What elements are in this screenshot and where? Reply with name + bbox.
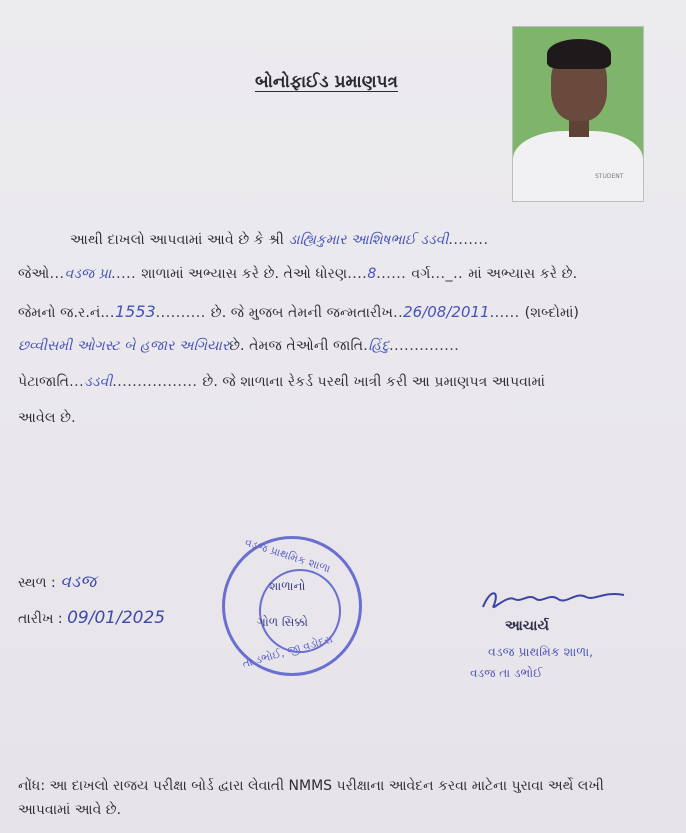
- line1-dots: ........: [448, 232, 489, 248]
- line5-suffix: છે. જે શાળાના રેકર્ડ પરથી ખાત્રી કરી આ પ્રમાણપત્ર આપવામાં: [202, 374, 545, 390]
- dob-words-handwritten: છવ્વીસમી ઓગસ્ટ બે હજાર અગિયાર: [18, 338, 230, 354]
- caste-handwritten: હિંદુ: [368, 338, 390, 354]
- principal-school-line2: વડજ તા ડભોઈ: [470, 666, 543, 680]
- line3-prefix: જેમનો જ.ર.નં.: [18, 305, 105, 321]
- line-gr: જેમનો જ.ર.નં...1553.......... છે. જે મુજબ તેમની જન્મતારીખ..26/08/2011...... (શબ્દોમાં): [18, 302, 579, 321]
- stamp-bottom-text: તા ડભોઈ, જી વડોદરા: [240, 632, 335, 671]
- line2-mid: શાળામાં અભ્યાસ કરે છે. તેઓ ધોરણ: [141, 266, 348, 282]
- line3-mid: છે. જે મુજબ તેમની જન્મતારીખ: [210, 305, 394, 321]
- line-words: છવ્વીસમી ઓગસ્ટ બે હજાર અગિયારછે. તેમજ તેઓની જાતિ.હિંદુ..............: [18, 338, 460, 354]
- line2-suffix: માં અભ્યાસ કરે છે.: [468, 266, 578, 282]
- school-handwritten: વડજ પ્રા: [64, 266, 112, 282]
- subcaste-handwritten: ડડવી: [84, 374, 113, 390]
- document-title: બોનોફાઈડ પ્રમાણપત્ર: [255, 72, 399, 92]
- date-row: [18, 608, 165, 628]
- line-subcaste: પેટાજાતિ...ડડવી................. છે. જે શાળાના રેકર્ડ પરથી ખાત્રી કરી આ પ્રમાણપત્ર આપવામાં: [18, 374, 545, 390]
- photo-shirt-label: STUDENT: [595, 173, 624, 180]
- stamp-inner-line1: શાળાનો: [269, 579, 306, 593]
- student-name-handwritten: ડાહ્યિકુમાર આશિષભાઈ ડડવી: [288, 232, 449, 248]
- line-school: જેઓ...વડજ પ્રા..... શાળામાં અભ્યાસ કરે છે. તેઓ ધોરણ....8...... વર્ગ..._.. માં અભ્યાસ કરે છે.: [18, 266, 578, 282]
- line-closing: આવેલ છે.: [18, 410, 76, 426]
- gr-number-handwritten: 1553: [114, 302, 156, 321]
- stamp-inner-line2: ગોળ સિક્કો: [257, 615, 308, 629]
- date-handwritten: 09/01/2025: [67, 608, 166, 628]
- principal-school-line1: વડજ પ્રાથમિક શાળા,: [488, 644, 594, 659]
- line3-suffix: (શબ્દોમાં): [524, 305, 579, 321]
- line4-mid: છે. તેમજ તેઓની જાતિ: [229, 338, 364, 354]
- principal-signature: [478, 585, 628, 615]
- school-seal-stamp: [222, 536, 362, 676]
- date-label: તારીખ :: [18, 611, 63, 627]
- line-name: [70, 232, 488, 248]
- dob-handwritten: 26/08/2011: [403, 303, 490, 321]
- principal-title: આચાર્ય: [505, 618, 549, 634]
- student-photo: [512, 26, 644, 202]
- signature-stroke: [483, 593, 624, 607]
- place-label: સ્થળ :: [18, 575, 56, 591]
- place-handwritten: વડજ: [60, 572, 97, 592]
- line2-prefix: જેઓ: [18, 266, 50, 282]
- standard-handwritten: 8: [367, 266, 377, 282]
- line5-prefix: પેટાજાતિ: [18, 374, 70, 390]
- photo-shirt: [513, 131, 643, 201]
- place-row: [18, 572, 96, 592]
- footnote: નોંધ: આ દાખલો રાજય પરીક્ષા બોર્ડ દ્વારા લેવાતી NMMS પરીક્ષાના આવેદન કરવા માટેના પુરાવા અર્થે લખી આપવામાં આવે છે.: [18, 778, 604, 818]
- stamp-top-text: વડજ પ્રાથમિક શાળા: [243, 535, 333, 576]
- line2-mid2: વર્ગ: [411, 266, 431, 282]
- line1-text: આથી દાખલો આપવામાં આવે છે કે શ્રી: [70, 232, 284, 248]
- photo-hair: [547, 39, 611, 69]
